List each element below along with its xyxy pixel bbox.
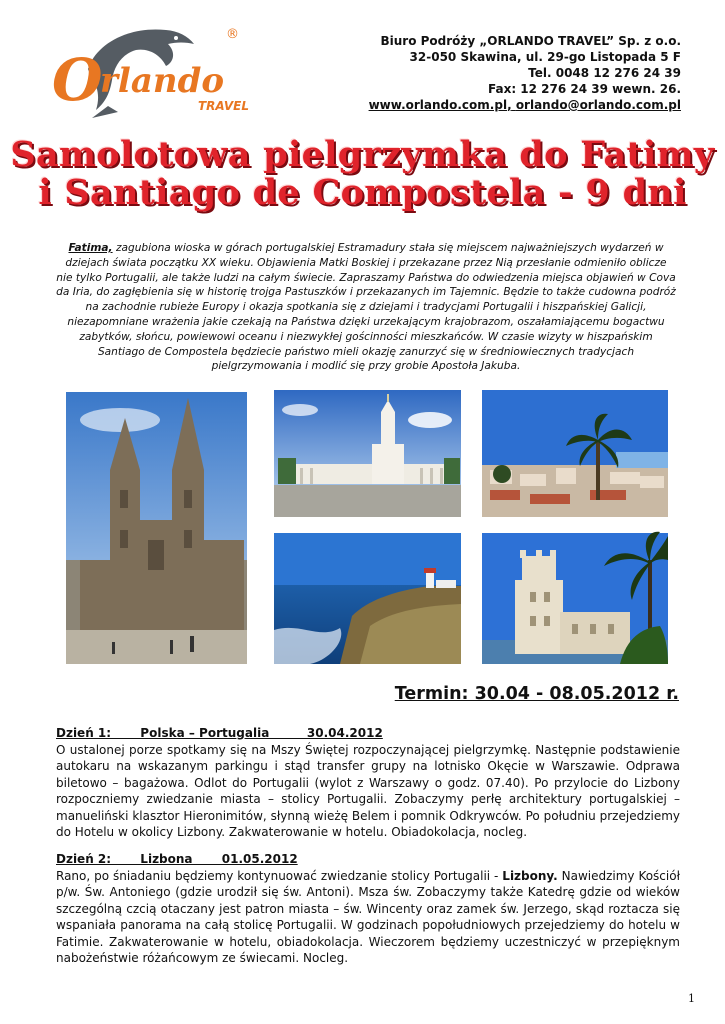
svg-text:O: O <box>52 46 103 114</box>
title-line-2: i Santiago de Compostela - 9 dni <box>38 172 687 213</box>
photo-cathedral-santiago <box>66 392 247 664</box>
company-links <box>369 97 681 113</box>
logo-subtitle: TRAVEL <box>198 99 250 113</box>
photo-cabo-da-roca-coast <box>274 533 461 664</box>
page-number: 1 <box>688 992 695 1005</box>
company-address: 32-050 Skawina, ul. 29-go Listopada 5 F <box>409 50 681 64</box>
intro-paragraph <box>56 241 676 374</box>
title-line-1: Samolotowa pielgrzymka do Fatimy <box>10 134 715 175</box>
day-1-text <box>56 742 680 841</box>
company-tel: Tel. 0048 12 276 24 39 <box>528 66 681 80</box>
tour-dates: Termin: 30.04 - 08.05.2012 r. <box>394 684 679 704</box>
intro-lead: Fatima, <box>68 242 113 254</box>
email-link[interactable]: orlando@orlando.com.pl <box>515 98 681 112</box>
day-1-heading: Dzień 1: Polska – Portugalia 30.04.2012 <box>56 726 383 740</box>
day-1-section <box>56 725 680 841</box>
day-2-heading: Dzień 2: Lizbona 01.05.2012 <box>56 852 298 866</box>
company-fax: Fax: 12 276 24 39 wewn. 26. <box>487 82 681 96</box>
registered-mark: ® <box>226 27 239 42</box>
website-link[interactable]: www.orlando.com.pl <box>368 98 508 112</box>
intro-text: zagubiona wioska w górach portugalskiej Estramadury stała się miejscem najważniejszych wydarzeń w dziejach świata początku XX wieku. Objawienia Matki Boskiej i przekazane przez Nią przesłanie odmieniło oblicze nie tylko Portugalii, ale także ludzi na całym świecie. Zapraszamy Państwa do odwiedzenia miejsca objawień w Cova da Iria, do zagłębienia się w historię trojga Pastuszków i przekazanych im Tajemnic. Będzie to także cudowna podróż na zachodnie rubieże Europy i okazja spotkania się z dziejami i tradycjami Portugalii i hiszpańskiej Galicji, niezapomniane wrażenia jakie czekają na Państwa dzięki urzekającym krajobrazom, oszałamiającemu bogactwu zabytków, słońcu, powiewowi oceanu i niezwykłej gościnności mieszkańców. W czasie wizyty w hiszpańskim Santiago de Compostela będziecie państwo mieli okazję zanurzyć się w średniowiecznych tradycjach pielgrzymowania i modlić się przy grobie Apostoła Jakuba. <box>56 242 676 373</box>
photo-belem-tower <box>482 532 668 664</box>
day-2-text <box>56 868 680 967</box>
company-name: Biuro Podróży „ORLANDO TRAVEL” Sp. z o.o. <box>380 34 681 48</box>
page-title <box>0 136 725 212</box>
day-2-description-cont: Nawiedzimy Kościół p/w. Św. Antoniego (gdzie urodził się św. Antoni). Msza św. Zobaczymy także Katedrę gdzie od wieków szczególną czcią otaczany jest patron miasta – św. Wincenty oraz zamek św. Jerzego, skąd roztacza się wspaniała panorama na całą stolicę Portugalii. W godzinach popołudniowych przejedziemy do hotelu w Fatimie. Zakwaterowanie w hotelu, obiadokolacja. Wieczorem będziemy uczestniczyć w przepięknym nabożeństwie różańcowym ze świecami. Nocleg. <box>56 868 680 965</box>
day-2-destination: Lizbony. <box>502 868 558 883</box>
company-info <box>369 33 681 113</box>
photo-lisbon-palm-view <box>482 390 668 517</box>
link-separator: , <box>507 98 512 112</box>
day-2-section <box>56 851 680 967</box>
day-1-description: O ustalonej porze spotkamy się na Mszy Świętej rozpoczynającej pielgrzymkę. Następnie podstawienie autokaru na wskazanym parkingu i stąd transfer grupy na lotnisko Okęcie w Warszawie. Odprawa biletowo – bagażowa. Odlot do Portugalii (wylot z Warszawy o godz. 07.40). Po przylocie do Lizbony rozpoczniemy zwiedzanie miasta – stolicy Portugalii. Zobaczymy perłę architektury portugalskiej – manueliński klasztor Hieronimitów, słynną wieżę Belem i pomnik Odkrywców. Po południu przejedziemy do Hotelu w okolicy Lizbony. Zakwaterowanie w hotelu. Obiadokolacja, nocleg. <box>56 742 680 839</box>
logo-wordmark: rlando <box>100 61 225 101</box>
day-2-description: Rano, po śniadaniu będziemy kontynuować zwiedzanie stolicy Portugalii - <box>56 868 503 883</box>
orlando-travel-logo <box>48 14 268 124</box>
photo-fatima-sanctuary <box>274 390 461 517</box>
